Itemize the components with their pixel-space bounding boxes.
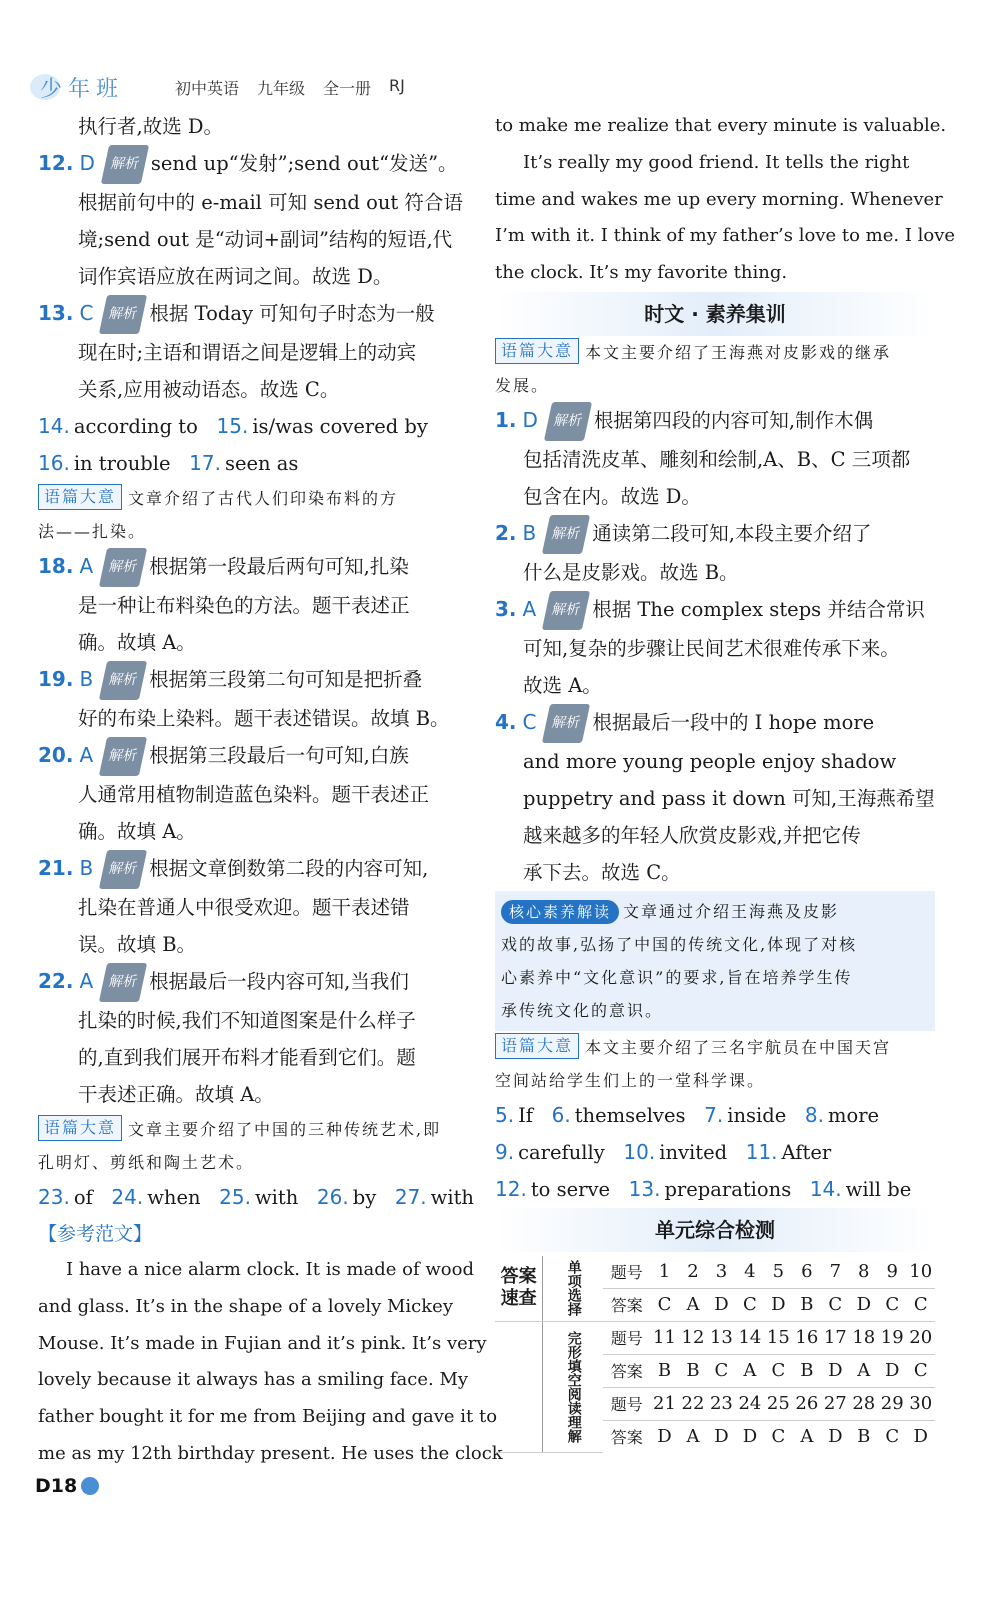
answer-18	[38, 548, 480, 587]
answer-cell: C	[764, 1354, 792, 1387]
fill-answer: in trouble	[73, 452, 171, 475]
analysis-text: 根据第三段最后一句可知,白族	[149, 744, 409, 767]
question-number-cell: 5	[764, 1256, 792, 1289]
fill-answer: more	[827, 1103, 880, 1127]
text-line: 什么是皮影戏。故选 B。	[523, 560, 739, 584]
fill-answer: by	[352, 1186, 377, 1209]
question-number: 26.	[316, 1185, 349, 1209]
text-line: 确。故填 A。	[78, 631, 196, 654]
analysis-tag: 解析	[101, 145, 149, 184]
question-number: 27.	[394, 1185, 427, 1209]
volume: 全一册	[323, 79, 372, 98]
answer-letter: B	[522, 520, 537, 545]
answer-cell: D	[714, 1426, 729, 1448]
text-line: 干表述正确。故填 A。	[78, 1083, 274, 1106]
answer-letter: A	[79, 969, 94, 993]
section-title: 时文 · 素养集训	[495, 292, 935, 336]
question-number-cell: 4	[736, 1256, 764, 1289]
answer-cell: A	[686, 1426, 700, 1448]
answer-cell: B	[793, 1288, 821, 1321]
text-line: 包括清洗皮革、雕刻和绘制,A、B、C 三项都	[523, 447, 911, 471]
question-number-cell: 30	[906, 1387, 935, 1420]
text-line: 承下去。故选 C。	[523, 860, 681, 884]
question-number-cell: 27	[821, 1387, 849, 1420]
answer-letter: A	[79, 554, 94, 578]
question-number: 1.	[495, 407, 517, 432]
analysis-tag: 解析	[542, 515, 590, 554]
analysis-text: 根据 Today 可知句子时态为一般	[149, 302, 435, 325]
analysis-tag: 解析	[99, 850, 147, 889]
summary-text: 文章介绍了古代人们印染布料的方	[128, 489, 399, 508]
answer-cell: B	[857, 1426, 871, 1448]
fill-answer: when	[147, 1186, 201, 1209]
answer-cell: D	[913, 1426, 928, 1448]
fill-answer: carefully	[518, 1140, 605, 1164]
question-number: 4.	[495, 709, 517, 734]
core-literacy-label: 核心素养解读	[501, 900, 619, 924]
page-number	[35, 1475, 99, 1497]
answer-cell: C	[707, 1354, 735, 1387]
core-line: 承传统文化的意识。	[501, 1000, 664, 1020]
question-number: 13.	[628, 1176, 661, 1201]
fill-answers-9-11	[495, 1134, 935, 1171]
answer-cell: D	[707, 1288, 735, 1321]
answer-3	[495, 591, 935, 630]
text-line: 越来越多的年轻人欣赏皮影戏,并把它传	[523, 823, 861, 847]
fill-answers-14-15	[38, 408, 480, 445]
answer-grid	[495, 1256, 935, 1454]
passage-summary	[495, 1031, 935, 1064]
fill-answer: seen as	[224, 452, 299, 475]
answer-13	[38, 295, 480, 334]
answer-cell: C	[906, 1354, 935, 1387]
question-number: 5.	[495, 1102, 515, 1127]
summary-line: 法——扎染。	[38, 522, 147, 541]
answer-cell: C	[885, 1426, 900, 1448]
edition: RJ	[389, 76, 405, 95]
text-line: 词作宾语应放在两词之间。故选 D。	[78, 265, 393, 288]
text-line: 好的布染上染料。题干表述错误。故填 B。	[78, 707, 450, 730]
question-number: 20.	[38, 743, 74, 767]
grade: 九年级	[257, 79, 306, 98]
question-row-label: 题号	[603, 1387, 650, 1420]
question-number: 2.	[495, 520, 517, 545]
answer-cell: D	[828, 1426, 843, 1448]
text-line: and more young people enjoy shadow	[523, 749, 897, 773]
answer-cell: C	[771, 1426, 786, 1448]
question-number-cell: 23	[707, 1387, 735, 1420]
essay-line: Mouse. It’s made in Fujian and it’s pink. It’s very	[38, 1332, 487, 1354]
question-number: 12.	[38, 151, 74, 175]
text-line: 是一种让布料染色的方法。题干表述正	[78, 594, 410, 617]
summary-text: 本文主要介绍了王海燕对皮影戏的继承	[585, 342, 892, 362]
question-number-cell: 14	[736, 1321, 764, 1354]
question-number-cell: 29	[878, 1387, 906, 1420]
question-number: 24.	[111, 1185, 144, 1209]
fill-answers-5-8	[495, 1097, 935, 1134]
question-number: 25.	[219, 1185, 251, 1209]
question-number: 11.	[745, 1139, 778, 1164]
question-number: 14.	[38, 414, 70, 438]
question-number-cell: 28	[850, 1387, 878, 1420]
fill-answer: to serve	[530, 1177, 611, 1201]
question-number: 12.	[495, 1176, 527, 1201]
question-number-cell: 20	[906, 1321, 935, 1354]
question-number: 14.	[809, 1176, 842, 1201]
answer-cell: A	[800, 1426, 814, 1448]
text-line: 境;send out 是“动词+副词”结构的短语,代	[78, 228, 453, 251]
essay-line: to make me realize that every minute is valuable.	[495, 115, 947, 136]
question-number: 15.	[216, 414, 249, 438]
text-line: 误。故填 B。	[78, 933, 197, 956]
answer-19	[38, 661, 480, 700]
answer-cell: C	[821, 1288, 849, 1321]
subject: 初中英语	[175, 79, 240, 98]
question-number-cell: 19	[878, 1321, 906, 1354]
question-number: 19.	[38, 667, 74, 691]
essay-line: the clock. It’s my favorite thing.	[495, 262, 788, 284]
answer-letter: C	[79, 301, 94, 325]
question-number-cell: 7	[821, 1256, 849, 1289]
essay-line: and glass. It’s in the shape of a lovely Mickey	[38, 1295, 453, 1317]
analysis-text: 根据 The complex steps 并结合常识	[592, 597, 925, 621]
analysis-tag: 解析	[99, 737, 147, 776]
answer-cell: D	[742, 1426, 758, 1448]
answer-letter: B	[79, 856, 94, 880]
fill-answer: will be	[845, 1177, 912, 1201]
analysis-text: 通读第二段可知,本段主要介绍了	[592, 521, 872, 545]
summary-text: 本文主要介绍了三名宇航员在中国天宫	[585, 1037, 892, 1057]
answer-cell: A	[736, 1354, 764, 1387]
question-number-cell: 25	[764, 1387, 792, 1420]
question-number: 6.	[551, 1102, 571, 1127]
right-column	[495, 108, 956, 1453]
text-line: 扎染在普通人中很受欢迎。题干表述错	[78, 896, 410, 919]
summary-line: 发展。	[495, 375, 550, 395]
page-header	[30, 72, 500, 112]
analysis-tag: 解析	[99, 548, 147, 587]
analysis-text: 根据第三段第二句可知是把折叠	[149, 668, 423, 691]
analysis-text: 根据第一段最后两句可知,扎染	[149, 555, 409, 578]
analysis-text: send up“发射”;send out“发送”。	[150, 152, 458, 175]
analysis-tag: 解析	[542, 704, 590, 743]
question-number-cell: 17	[821, 1321, 849, 1354]
text-line: 根据前句中的 e-mail 可知 send out 符合语	[78, 191, 463, 214]
essay-line: It’s really my good friend. It tells the right	[523, 151, 910, 173]
answer-cell: D	[850, 1288, 878, 1321]
question-number: 16.	[38, 451, 70, 475]
answer-cell: C	[736, 1288, 764, 1321]
analysis-tag: 解析	[99, 661, 147, 700]
text-line: 扎染的时候,我们不知道图案是什么样子	[78, 1009, 416, 1032]
question-number-cell: 8	[850, 1256, 878, 1289]
question-number: 17.	[189, 451, 221, 475]
answer-cell: A	[850, 1354, 878, 1387]
answer-cell: C	[878, 1288, 906, 1321]
analysis-text: 根据最后一段中的 I hope more	[592, 710, 875, 734]
question-number-cell: 9	[878, 1256, 906, 1289]
analysis-text: 根据第四段的内容可知,制作木偶	[593, 408, 874, 432]
essay-line: I’m with it. I think of my father’s love to me. I love	[495, 225, 956, 247]
answer-row-label: 答案	[603, 1288, 650, 1321]
answer-letter: C	[522, 709, 537, 734]
text-line: puppetry and pass it down 可知,王海燕希望	[523, 786, 935, 810]
fill-answers-12-14	[495, 1171, 935, 1208]
answer-22	[38, 963, 480, 1002]
question-number: 23.	[38, 1185, 70, 1209]
text-line: 现在时;主语和谓语之间是逻辑上的动宾	[78, 341, 417, 364]
fill-answers-16-17	[38, 445, 480, 482]
question-number: 3.	[495, 596, 517, 621]
analysis-tag: 解析	[544, 402, 592, 441]
answer-cell: D	[821, 1354, 849, 1387]
text-line: 故选 A。	[523, 673, 602, 697]
brand-logo: 少年班	[40, 77, 125, 102]
question-number-cell: 22	[679, 1387, 707, 1420]
fill-answer: inside	[727, 1103, 787, 1127]
question-number-cell: 11	[650, 1321, 678, 1354]
fill-answer: is/was covered by	[252, 415, 428, 438]
page-number-text: D18	[35, 1475, 78, 1497]
answer-letter: D	[522, 407, 538, 432]
core-literacy-box	[495, 891, 935, 1031]
fill-answer: according to	[73, 415, 198, 438]
summary-badge: 语篇大意	[38, 1115, 122, 1141]
analysis-tag: 解析	[542, 591, 590, 630]
answer-cell: D	[657, 1426, 672, 1448]
answer-cell: C	[906, 1288, 935, 1321]
answer-cell: B	[650, 1354, 678, 1387]
question-number-cell: 2	[679, 1256, 707, 1289]
answer-cell: C	[650, 1288, 678, 1321]
question-number-cell: 26	[793, 1387, 821, 1420]
passage-summary	[38, 1113, 480, 1146]
text-line: 执行者,故选 D。	[78, 115, 224, 138]
question-number-cell: 21	[650, 1387, 678, 1420]
reference-essay-title: 【参考范文】	[38, 1223, 153, 1245]
question-number: 21.	[38, 856, 74, 880]
left-column	[38, 108, 503, 1473]
fill-answer: with	[254, 1186, 299, 1209]
text-line: 确。故填 A。	[78, 820, 196, 843]
question-number-cell: 15	[764, 1321, 792, 1354]
summary-badge: 语篇大意	[495, 338, 579, 364]
text-line: 人通常用植物制造蓝色染料。题干表述正	[78, 783, 430, 806]
text-line: 可知,复杂的步骤让民间艺术很难传承下来。	[523, 636, 900, 660]
question-number-cell: 1	[650, 1256, 678, 1289]
analysis-text: 根据文章倒数第二段的内容可知,	[149, 857, 429, 880]
answer-row-label: 答案	[610, 1428, 643, 1448]
group-label: 完形填空阅读理解	[543, 1321, 604, 1453]
fill-answer: After	[781, 1140, 832, 1164]
essay-line: I have a nice alarm clock. It is made of wood	[66, 1259, 474, 1280]
answer-letter: B	[79, 667, 94, 691]
question-number: 9.	[495, 1139, 515, 1164]
fill-answer: of	[73, 1186, 93, 1209]
text-line: 包含在内。故选 D。	[523, 484, 701, 508]
answer-letter: D	[79, 151, 95, 175]
summary-line: 孔明灯、剪纸和陶土艺术。	[38, 1153, 255, 1172]
essay-line: me as my 12th birthday present. He uses the clock	[38, 1442, 503, 1464]
core-line: 心素养中“文化意识”的要求,旨在培养学生传	[501, 967, 853, 987]
analysis-tag: 解析	[99, 295, 147, 334]
passage-summary	[495, 336, 935, 369]
core-text: 文章通过介绍王海燕及皮影	[623, 901, 840, 921]
answer-cell: D	[764, 1288, 792, 1321]
answer-cell: A	[679, 1288, 707, 1321]
question-number-cell: 13	[707, 1321, 735, 1354]
fill-answer: If	[518, 1103, 534, 1127]
question-row-label: 题号	[603, 1256, 650, 1289]
summary-badge: 语篇大意	[38, 484, 122, 510]
answer-cell: D	[878, 1354, 906, 1387]
section-title: 单元综合检测	[495, 1208, 935, 1252]
analysis-text: 根据最后一段内容可知,当我们	[149, 970, 409, 993]
fill-answer: preparations	[664, 1177, 792, 1201]
answer-letter: A	[522, 596, 537, 621]
answer-21	[38, 850, 480, 889]
core-line: 戏的故事,弘扬了中国的传统文化,体现了对核	[501, 934, 858, 954]
answer-letter: A	[79, 743, 94, 767]
question-number: 18.	[38, 554, 74, 578]
question-number: 7.	[704, 1102, 724, 1127]
summary-text: 文章主要介绍了中国的三种传统艺术,即	[128, 1120, 442, 1139]
question-number: 22.	[38, 969, 74, 993]
core-line	[501, 895, 929, 928]
summary-line: 空间站给学生们上的一堂科学课。	[495, 1070, 766, 1090]
question-number: 8.	[804, 1102, 824, 1127]
fill-answer: themselves	[574, 1103, 686, 1127]
question-number-cell: 6	[793, 1256, 821, 1289]
text-line: 关系,应用被动语态。故选 C。	[78, 378, 340, 401]
answer-cell: B	[679, 1354, 707, 1387]
question-number-cell: 3	[707, 1256, 735, 1289]
answer-row-label: 答案	[603, 1354, 650, 1387]
quick-check-label: 答案速查	[495, 1256, 543, 1322]
group-label: 单项选择	[543, 1256, 604, 1322]
fill-answer: with	[430, 1186, 474, 1209]
question-number-cell: 12	[679, 1321, 707, 1354]
question-number-cell: 18	[850, 1321, 878, 1354]
question-number: 13.	[38, 301, 74, 325]
answer-12	[38, 145, 480, 184]
passage-summary	[38, 482, 480, 515]
answer-cell: B	[793, 1354, 821, 1387]
fill-answers-23-27	[38, 1179, 480, 1216]
question-number-cell: 24	[736, 1387, 764, 1420]
summary-badge: 语篇大意	[495, 1033, 579, 1059]
question-row-label: 题号	[603, 1321, 650, 1354]
question-number-cell: 10	[906, 1256, 935, 1289]
essay-line: lovely because it always has a smiling face. My	[38, 1369, 469, 1391]
essay-line: time and wakes me up every morning. Whenever	[495, 188, 943, 210]
grid-spacer	[495, 1321, 543, 1453]
answer-20	[38, 737, 480, 776]
answer-4	[495, 704, 935, 743]
essay-line: father bought it for me from Beijing and gave it to	[38, 1406, 498, 1428]
page-dot-icon	[81, 1477, 99, 1495]
answer-1	[495, 402, 935, 441]
answer-2	[495, 515, 935, 554]
question-number-cell: 16	[793, 1321, 821, 1354]
text-line: 的,直到我们展开布料才能看到它们。题	[78, 1046, 416, 1069]
question-number: 10.	[623, 1139, 656, 1164]
header-info	[175, 76, 405, 99]
analysis-tag: 解析	[99, 963, 147, 1002]
fill-answer: invited	[659, 1140, 728, 1164]
